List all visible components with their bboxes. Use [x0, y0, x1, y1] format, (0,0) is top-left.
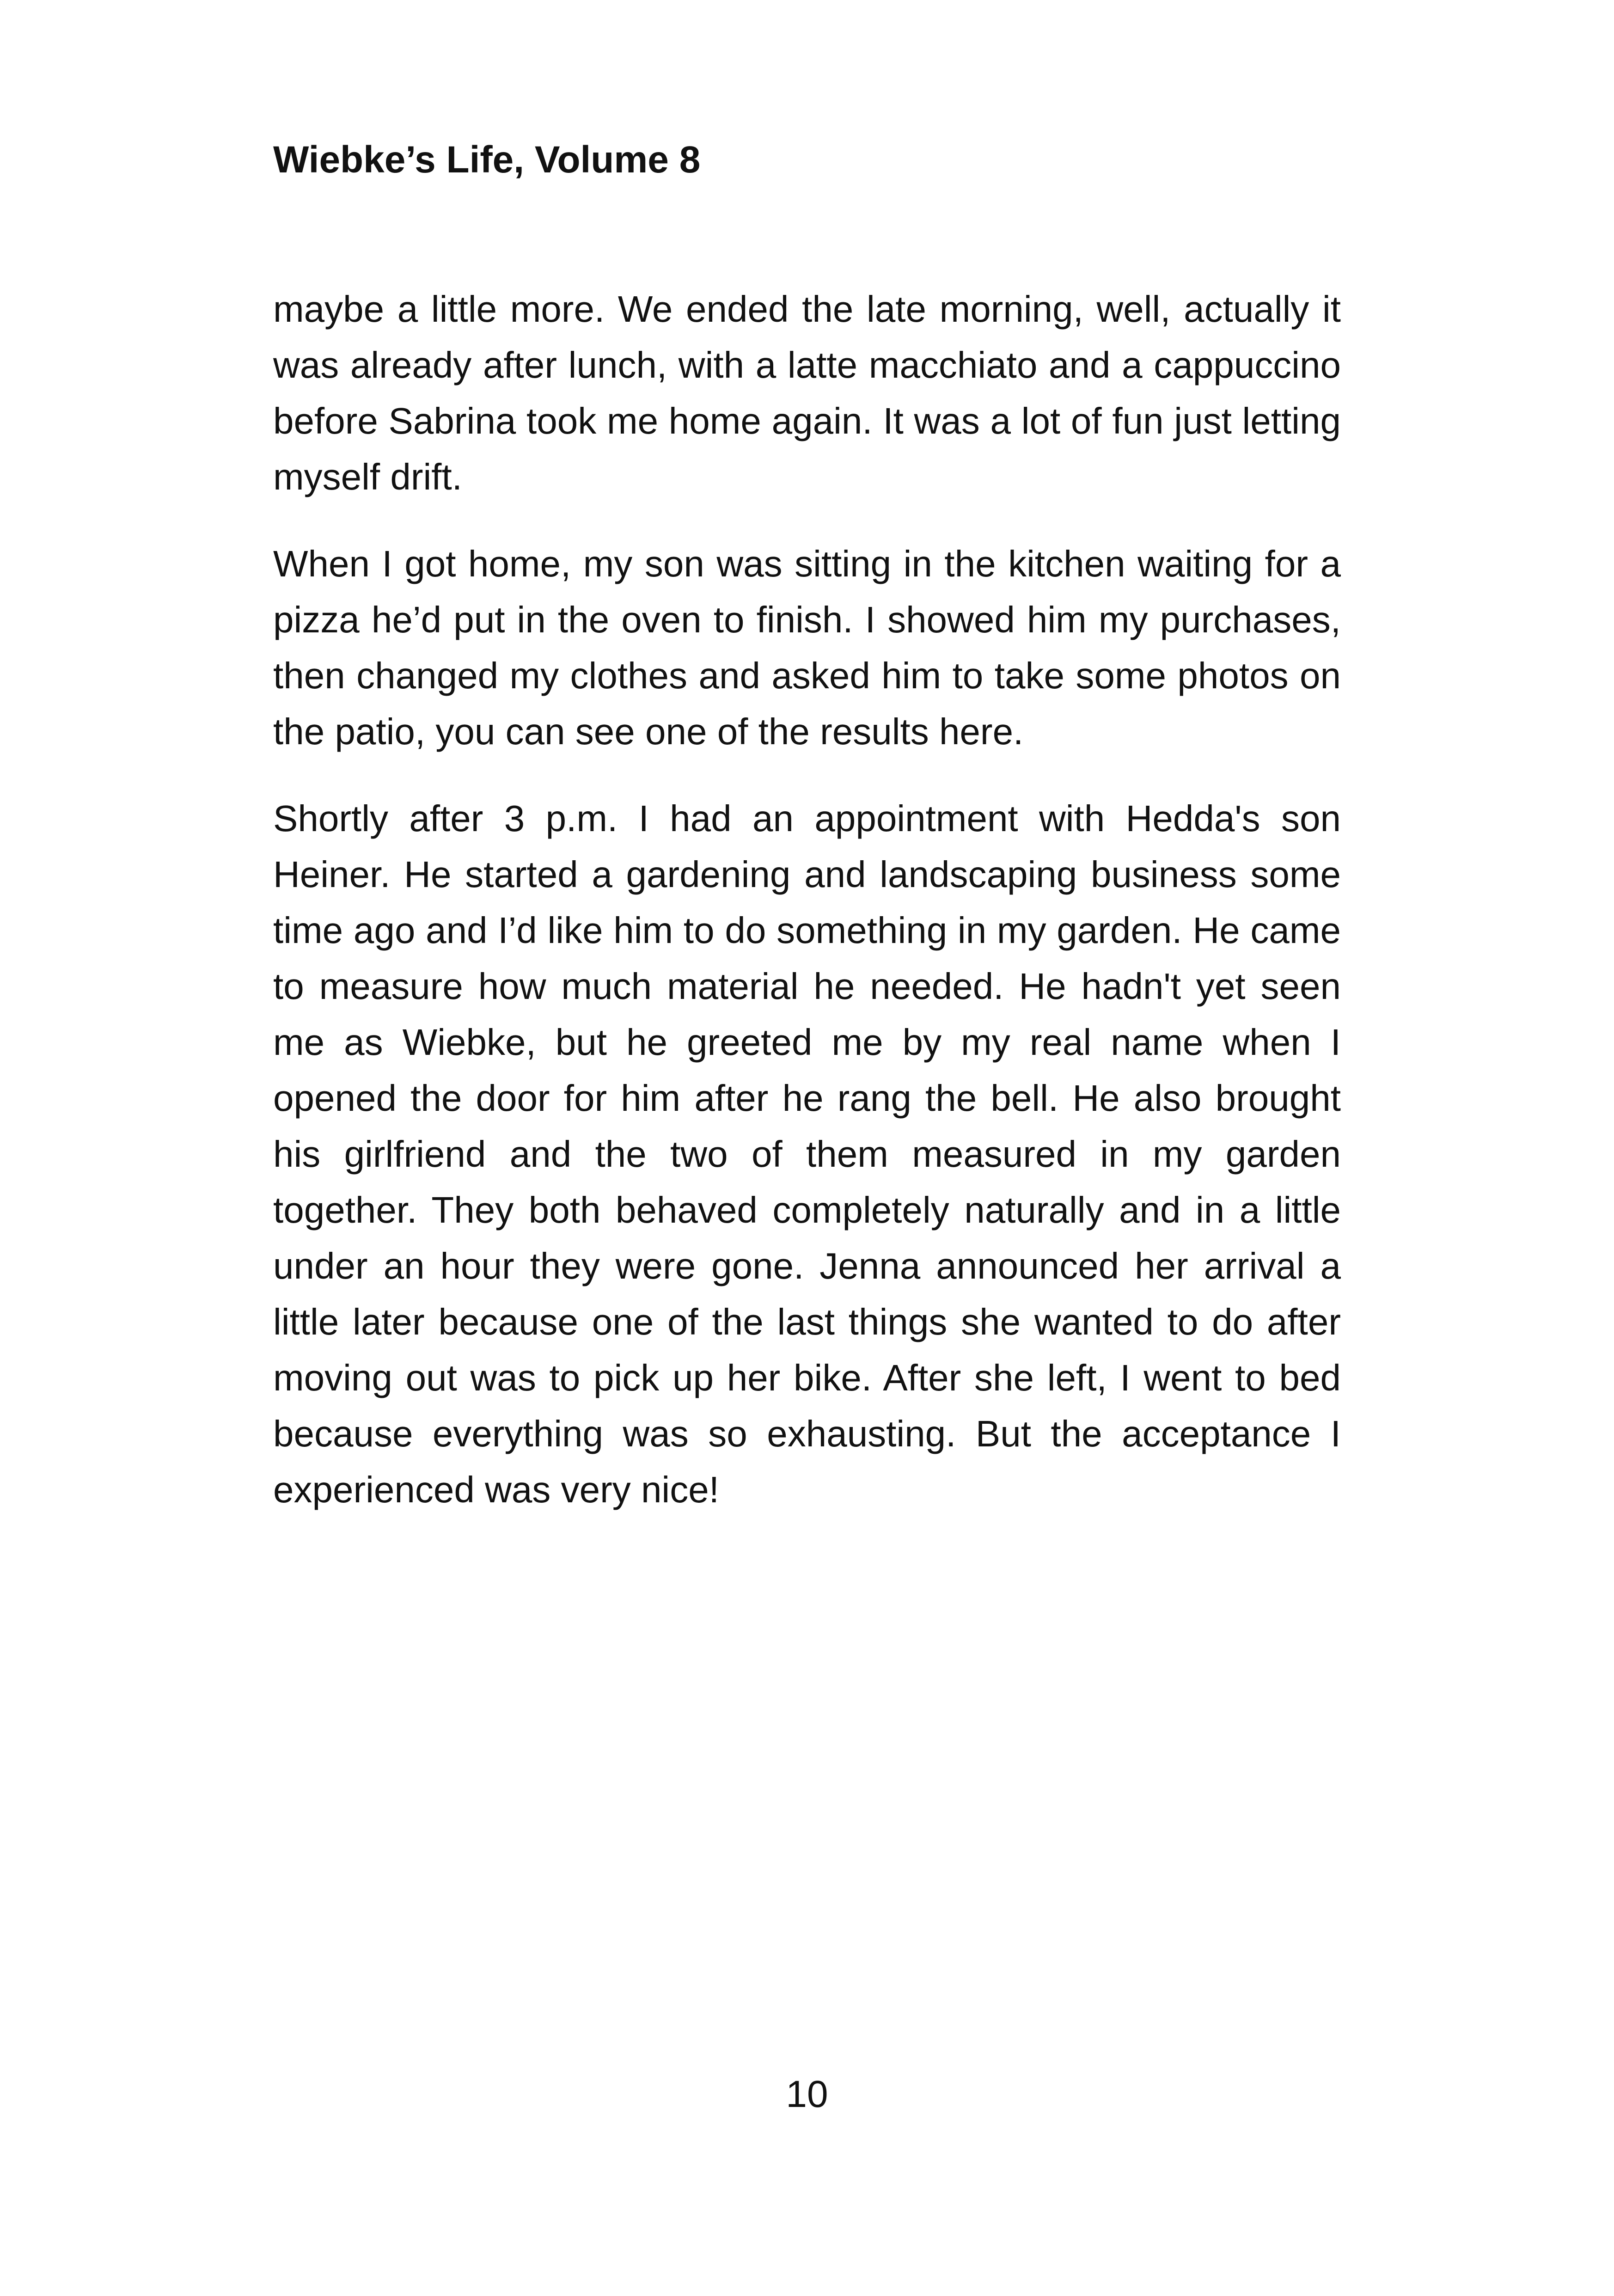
body-text [273, 281, 1341, 1549]
running-header: Wiebke’s Life, Volume 8 [273, 139, 701, 181]
paragraph: When I got home, my son was sitting in the kitchen waiting for a pizza he’d put in the oven to finish. I showed him my purchases, then changed my clothes and asked him to take some photos on the patio, you can see one of the results here. [273, 543, 1341, 752]
page-number: 10 [786, 2073, 828, 2115]
paragraph: Shortly after 3 p.m. I had an appointment with Hedda's son Heiner. He started a gardening and landscaping business some time ago and I’d like him to do something in my garden. He came to measure how much material he needed. He hadn't yet seen me as Wiebke, but he greeted me by my real name when I opened the door for him after he rang the bell. He also brought his girlfriend and the two of them measured in my garden together. They both behaved completely naturally and in a little under an hour they were gone. Jenna announced her arrival a little later because one of the last things she wanted to do after moving out was to pick up her bike. After she left, I went to bed because everything was so exhausting. But the acceptance I experienced was very nice! [273, 798, 1341, 1510]
paragraph: maybe a little more. We ended the late morning, well, actually it was already after lunch, with a latte macchiato and a cappuccino before Sabrina took me home again. It was a lot of fun just letting myself drift. [273, 288, 1341, 497]
